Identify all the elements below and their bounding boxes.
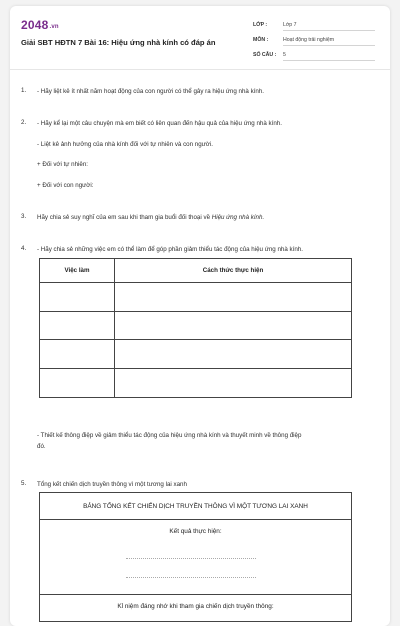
table-cell[interactable]	[40, 312, 115, 340]
question-number: 2.	[21, 119, 27, 126]
table-row	[40, 369, 352, 398]
answer-line[interactable]	[126, 577, 256, 578]
answer-line[interactable]	[126, 558, 256, 559]
meta-value: 5	[283, 52, 375, 61]
table-row	[40, 312, 352, 340]
question-number: 1.	[21, 87, 27, 94]
question-2-sub: - Liệt kê ảnh hưởng của nhà kính đối với tự nhiên và con người.	[37, 141, 213, 148]
meta-value: Hoạt động trải nghiệm	[283, 37, 375, 46]
question-2-sub: + Đối với con người:	[37, 182, 94, 189]
table-cell[interactable]	[40, 369, 115, 398]
table-cell[interactable]	[40, 340, 115, 369]
document-header	[10, 6, 390, 70]
table-header: Việc làm	[40, 259, 115, 283]
question-number: 4.	[21, 245, 27, 252]
question-number: 3.	[21, 213, 27, 220]
question-2-sub: + Đối với tự nhiên:	[37, 161, 89, 168]
summary-table-title: BẢNG TỔNG KẾT CHIẾN DỊCH TRUYỀN THÔNG VÌ MỘT TƯƠNG LAI XANH	[40, 493, 351, 520]
table-row	[40, 340, 352, 369]
document-title: Giải SBT HĐTN 7 Bài 16: Hiệu ứng nhà kính có đáp án	[21, 38, 216, 47]
question-3-text: Hãy chia sẻ suy nghĩ của em sau khi tham gia buổi đối thoại về Hiệu ứng nhà kính.	[37, 214, 265, 221]
summary-results-label: Kết quả thực hiện:	[169, 528, 222, 535]
meta-value: Lớp 7	[283, 22, 375, 31]
question-4-followup: - Thiết kế thông điệp về giảm thiểu tác động của hiệu ứng nhà kính và thuyết minh về thông điệp	[37, 432, 302, 439]
question-number: 5.	[21, 480, 27, 487]
meta-label: LỚP :	[253, 22, 268, 28]
table-cell[interactable]	[115, 340, 352, 369]
summary-table	[39, 492, 352, 622]
site-logo[interactable]: 2048.vn	[21, 18, 59, 32]
table-row	[40, 283, 352, 312]
meta-label: MÔN :	[253, 37, 269, 43]
header-divider	[10, 69, 390, 70]
question-5-text: Tổng kết chiến dịch truyền thông vì một tương lai xanh	[37, 481, 187, 488]
table-header: Cách thức thực hiện	[115, 259, 352, 283]
summary-results-row	[40, 520, 351, 595]
meta-label: SỐ CÂU :	[253, 52, 277, 58]
activity-table	[39, 258, 352, 398]
question-4-text: - Hãy chia sẻ những việc em có thể làm để góp phần giảm thiểu tác động của hiệu ứng nhà kính.	[37, 246, 303, 253]
question-4-followup: đó.	[37, 443, 46, 450]
table-cell[interactable]	[115, 312, 352, 340]
table-cell[interactable]	[115, 283, 352, 312]
table-cell[interactable]	[40, 283, 115, 312]
question-2-text: - Hãy kể lại một câu chuyện mà em biết có liên quan đến hậu quả của hiệu ứng nhà kính.	[37, 120, 282, 127]
summary-memory-row: Kỉ niệm đáng nhớ khi tham gia chiến dịch truyền thông:	[117, 603, 274, 610]
table-cell[interactable]	[115, 369, 352, 398]
question-1-text: - Hãy liệt kê ít nhất năm hoạt động của con người có thể gây ra hiệu ứng nhà kính.	[37, 88, 264, 95]
document-page	[10, 6, 390, 626]
